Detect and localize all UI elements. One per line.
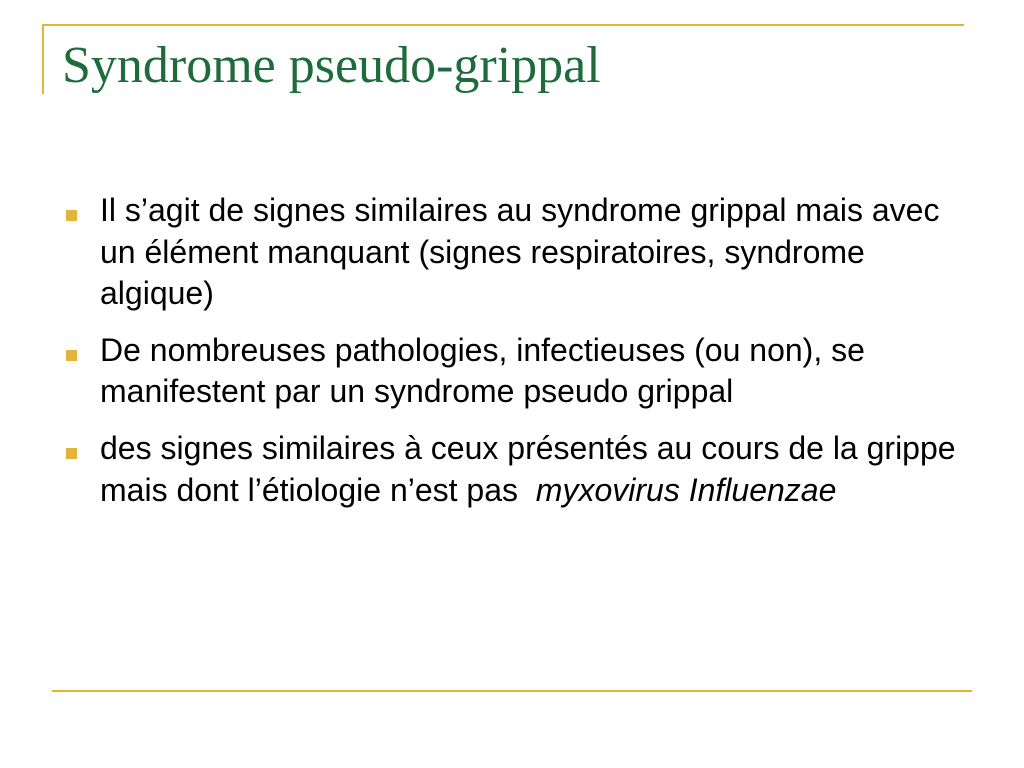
bullet-text: De nombreuses pathologies, infectieuses (ou non), se manifestent par un syndrome pseudo grippal [100,331,865,410]
bullet-text: des signes similaires à ceux présentés au cours de la grippe mais dont l’étiologie n’est pas [100,429,956,508]
square-bullet-icon [66,448,77,459]
bullet-item [60,330,960,413]
top-rule [42,24,964,26]
bottom-rule [52,690,972,692]
bullet-item [60,428,960,511]
bullet-text: Il s’agit de signes similaires au syndrome grippal mais avec un élément manquant (signes respiratoires, syndrome algique) [100,192,940,312]
bullet-emphasis: myxovirus Influenzae [535,471,837,508]
square-bullet-icon [66,350,77,361]
left-rule [42,24,44,94]
bullet-list [60,190,960,526]
square-bullet-icon [66,210,77,221]
bullet-item [60,190,960,315]
slide-title: Syndrome pseudo-grippal [62,37,601,94]
